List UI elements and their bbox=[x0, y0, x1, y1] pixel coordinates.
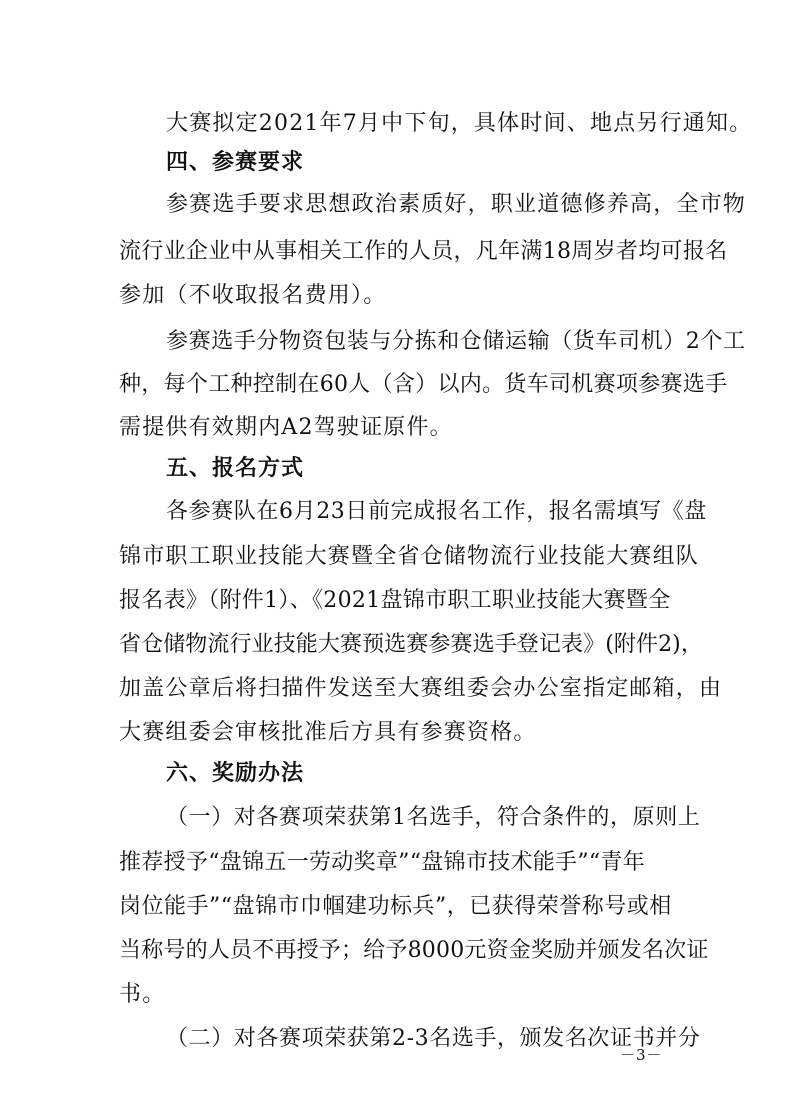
section-heading-registration: 五、报名方式 bbox=[166, 456, 305, 481]
paragraph-line: （一）对各赛项荣获第1名选手，符合条件的，原则上 bbox=[166, 805, 701, 830]
section-heading-requirements: 四、参赛要求 bbox=[166, 150, 305, 175]
paragraph-line: 各参赛队在6月23日前完成报名工作，报名需填写《盘 bbox=[166, 499, 707, 524]
paragraph-line: 需提供有效期内A2驾驶证原件。 bbox=[119, 415, 453, 440]
paragraph-line: 省仓储物流行业技能大赛预选赛参赛选手登记表》(附件2)， bbox=[119, 632, 703, 657]
paragraph-line: 推荐授予“盘锦五一劳动奖章”“盘锦市技术能手”“青年 bbox=[119, 850, 646, 875]
paragraph-line: 报名表》（附件1）、《2021盘锦市职工职业技能大赛暨全 bbox=[119, 588, 671, 613]
paragraph-line: 大赛组委会审核批准后方具有参赛资格。 bbox=[119, 720, 537, 745]
paragraph-line: （二）对各赛项荣获第2-3名选手，颁发名次证书并分 bbox=[166, 1026, 701, 1051]
paragraph-line: 锦市职工职业技能大赛暨全省仓储物流行业技能大赛组队 bbox=[119, 544, 700, 569]
paragraph-line: 岗位能手”“盘锦市巾帼建功标兵”，已获得荣誉称号或相 bbox=[119, 894, 672, 919]
paragraph-line: 参加（不收取报名费用）。 bbox=[119, 283, 387, 308]
paragraph-line: 大赛拟定2021年7月中下旬，具体时间、地点另行通知。 bbox=[166, 111, 753, 136]
paragraph-line: 加盖公章后将扫描件发送至大赛组委会办公室指定邮箱，由 bbox=[119, 676, 723, 701]
paragraph-line: 参赛选手分物资包装与分拣和仓储运输（货车司机）2个工 bbox=[166, 329, 746, 354]
paragraph-line: 流行业企业中从事相关工作的人员，凡年满18周岁者均可报名 bbox=[119, 239, 728, 264]
paragraph-line: 当称号的人员不再授予；给予8000元资金奖励并颁发名次证 bbox=[119, 938, 709, 963]
paragraph-line: 参赛选手要求思想政治素质好，职业道德修养高，全市物 bbox=[166, 192, 747, 217]
page-number: －3－ bbox=[620, 1046, 663, 1064]
paragraph-line: 种，每个工种控制在60人（含）以内。货车司机赛项参赛选手 bbox=[119, 372, 728, 397]
paragraph-line: 书。 bbox=[119, 982, 166, 1007]
section-heading-rewards: 六、奖励办法 bbox=[166, 761, 305, 786]
